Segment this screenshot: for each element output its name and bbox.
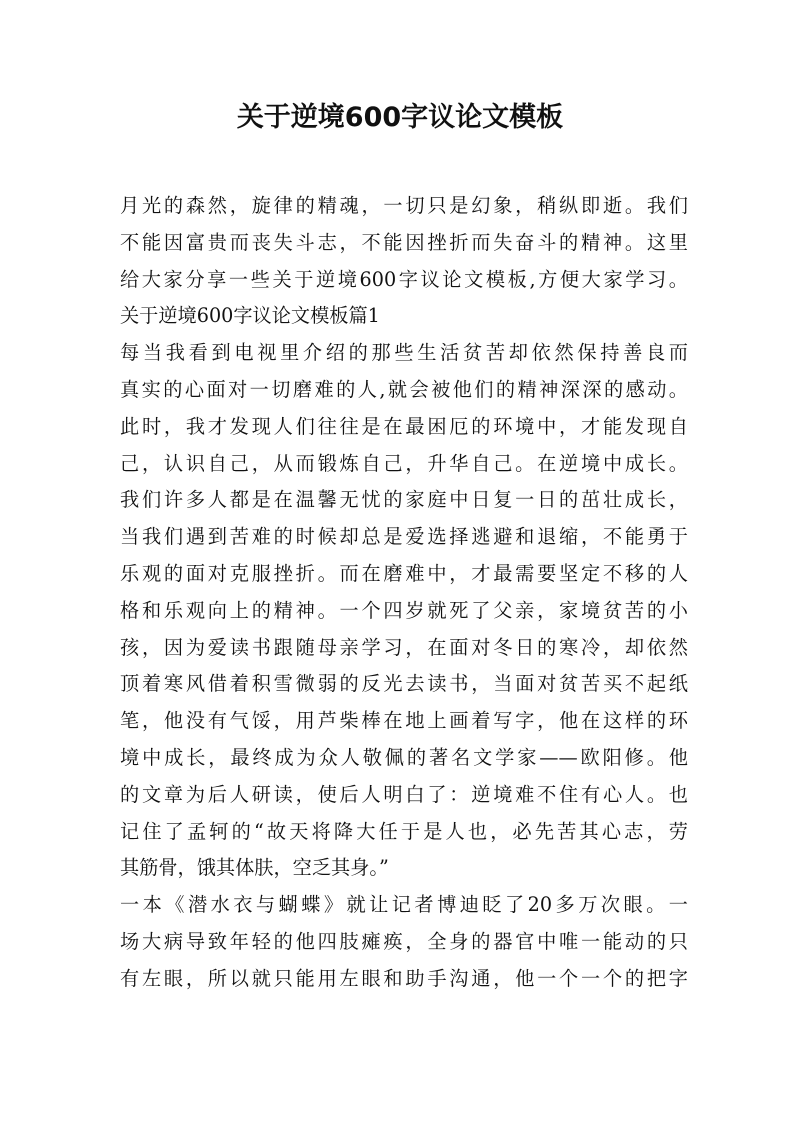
text-line: 此时，我才发现人们往往是在最困厄的环境中，才能发现自 [120,414,688,438]
text-line: 乐观的面对克服挫折。而在磨难中，才最需要坚定不移的人 [120,561,688,585]
text-line: 月光的森然，旋律的精魂，一切只是幻象，稍纵即逝。我们 [120,194,688,217]
text-line: 不能因富贵而丧失斗志，不能因挫折而失奋斗的精神。这里 [120,230,688,254]
text-line: 场大病导致年轻的他四肢瘫痪，全身的器官中唯一能动的只 [120,929,688,953]
text-line: 的文章为后人研读，使后人明白了：逆境难不住有心人。也 [120,782,688,806]
document-body [120,188,688,998]
text-line: 格和乐观向上的精神。一个四岁就死了父亲，家境贫苦的小 [120,598,688,622]
text-line: 有左眼，所以就只能用左眼和助手沟通，他一个一个的把字 [120,966,688,990]
text-line: 我们许多人都是在温馨无忧的家庭中日复一日的茁壮成长， [120,488,688,512]
text-line: 其筋骨，饿其体肤，空乏其身。” [120,856,389,880]
text-line: 给大家分享一些关于逆境600字议论文模板,方便大家学习。 [120,267,688,291]
text-line: 当我们遇到苦难的时候却总是爱选择逃避和退缩，不能勇于 [120,525,688,549]
text-line: 每当我看到电视里介绍的那些生活贫苦却依然保持善良而 [120,341,688,365]
text-line: 孩，因为爱读书跟随母亲学习，在面对冬日的寒冷，却依然 [120,635,688,659]
text-line: 己，认识自己，从而锻炼自己，升华自己。在逆境中成长。 [120,451,688,475]
text-line: 顶着寒风借着积雪微弱的反光去读书，当面对贫苦买不起纸 [120,672,688,696]
page-title: 关于逆境600字议论文模板 [236,102,564,133]
text-line: 境中成长，最终成为众人敬佩的著名文学家——欧阳修。他 [120,745,688,769]
text-line: 笔，他没有气馁，用芦柴棒在地上画着写字，他在这样的环 [120,709,688,733]
text-line: 关于逆境600字议论文模板篇1 [120,304,380,328]
text-line: 真实的心面对一切磨难的人,就会被他们的精神深深的感动。 [120,377,688,401]
text-line: 记住了孟轲的“故天将降大任于是人也，必先苦其心志，劳 [120,819,688,843]
text-line: 一本《潜水衣与蝴蝶》就让记者博迪眨了20多万次眼。一 [120,893,688,917]
